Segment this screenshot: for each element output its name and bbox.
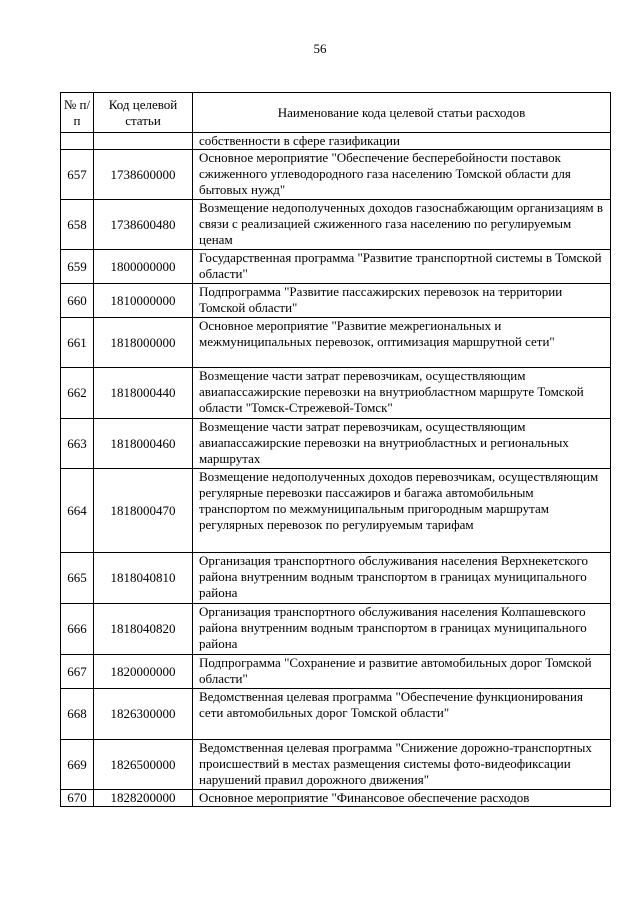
row-code: 1800000000 (94, 250, 193, 284)
table-row (61, 250, 611, 284)
row-code: 1828200000 (94, 790, 193, 807)
table-row (61, 318, 611, 368)
row-code: 1826300000 (94, 689, 193, 740)
table-row (61, 469, 611, 553)
table-row (61, 655, 611, 689)
table-row (61, 553, 611, 604)
continuation-num-cell (61, 133, 94, 150)
row-name: Организация транспортного обслуживания населения Верхнекетского района внутренним водным транспортом в границах муниципального района (193, 553, 611, 604)
row-number: 657 (61, 150, 94, 200)
table-body (61, 133, 611, 807)
row-number: 669 (61, 740, 94, 790)
row-code: 1818000470 (94, 469, 193, 553)
row-code: 1818040820 (94, 604, 193, 655)
continuation-name-cell: собственности в сфере газификации (193, 133, 611, 150)
row-number: 664 (61, 469, 94, 553)
row-code: 1738600000 (94, 150, 193, 200)
row-name: Государственная программа "Развитие транспортной системы в Томской области" (193, 250, 611, 284)
row-number: 662 (61, 368, 94, 419)
table-row (61, 150, 611, 200)
row-code: 1818000000 (94, 318, 193, 368)
row-code: 1818040810 (94, 553, 193, 604)
table-row (61, 740, 611, 790)
row-number: 658 (61, 200, 94, 250)
row-number: 667 (61, 655, 94, 689)
row-code: 1738600480 (94, 200, 193, 250)
row-name: Возмещение недополученных доходов перевозчикам, осуществляющим регулярные перевозки пассажиров и багажа автомобильным транспортом по межмуниципальным пригородным маршрутам регулярных перевозок по регулируемым тарифам (193, 469, 611, 553)
table-row (61, 284, 611, 318)
row-name: Подпрограмма "Сохранение и развитие автомобильных дорог Томской области" (193, 655, 611, 689)
row-number: 661 (61, 318, 94, 368)
row-code: 1810000000 (94, 284, 193, 318)
table-header-row (61, 93, 611, 133)
row-name: Возмещение недополученных доходов газоснабжающим организациям в связи с реализацией сжиженного газа населению по регулируемым ценам (193, 200, 611, 250)
table-row (61, 689, 611, 740)
row-code: 1820000000 (94, 655, 193, 689)
row-name: Основное мероприятие "Развитие межрегиональных и межмуниципальных перевозок, оптимизация маршрутной сети" (193, 318, 611, 368)
row-name: Основное мероприятие "Обеспечение бесперебойности поставок сжиженного углеводородного газа населению Томской области для бытовых нужд" (193, 150, 611, 200)
header-code: Код целевой статьи (94, 93, 193, 133)
row-number: 659 (61, 250, 94, 284)
continuation-code-cell (94, 133, 193, 150)
row-number: 663 (61, 419, 94, 469)
row-code: 1818000440 (94, 368, 193, 419)
row-name: Ведомственная целевая программа "Снижение дорожно-транспортных происшествий в местах размещения системы фото-видеофиксации нарушений правил дорожного движения" (193, 740, 611, 790)
table-row (61, 368, 611, 419)
row-name: Организация транспортного обслуживания населения Колпашевского района внутренним водным транспортом в границах муниципального района (193, 604, 611, 655)
target-codes-table (60, 92, 611, 807)
row-number: 660 (61, 284, 94, 318)
row-number: 665 (61, 553, 94, 604)
header-name: Наименование кода целевой статьи расходов (193, 93, 611, 133)
table-row (61, 200, 611, 250)
table-row (61, 419, 611, 469)
table-row (61, 790, 611, 807)
row-name: Возмещение части затрат перевозчикам, осуществляющим авиапассажирские перевозки на внутриобластном маршруте Томской области "Томск-Стрежевой-Томск" (193, 368, 611, 419)
continuation-row (61, 133, 611, 150)
row-name: Возмещение части затрат перевозчикам, осуществляющим авиапассажирские перевозки на внутриобластных и региональных маршрутах (193, 419, 611, 469)
row-code: 1826500000 (94, 740, 193, 790)
page-number: 56 (313, 41, 327, 56)
table-row (61, 604, 611, 655)
row-code: 1818000460 (94, 419, 193, 469)
row-number: 666 (61, 604, 94, 655)
row-name: Ведомственная целевая программа "Обеспечение функционирования сети автомобильных дорог Томской области" (193, 689, 611, 740)
row-number: 670 (61, 790, 94, 807)
row-name: Основное мероприятие "Финансовое обеспечение расходов (193, 790, 611, 807)
row-name: Подпрограмма "Развитие пассажирских перевозок на территории Томской области" (193, 284, 611, 318)
header-num: № п/п (61, 93, 94, 133)
row-number: 668 (61, 689, 94, 740)
